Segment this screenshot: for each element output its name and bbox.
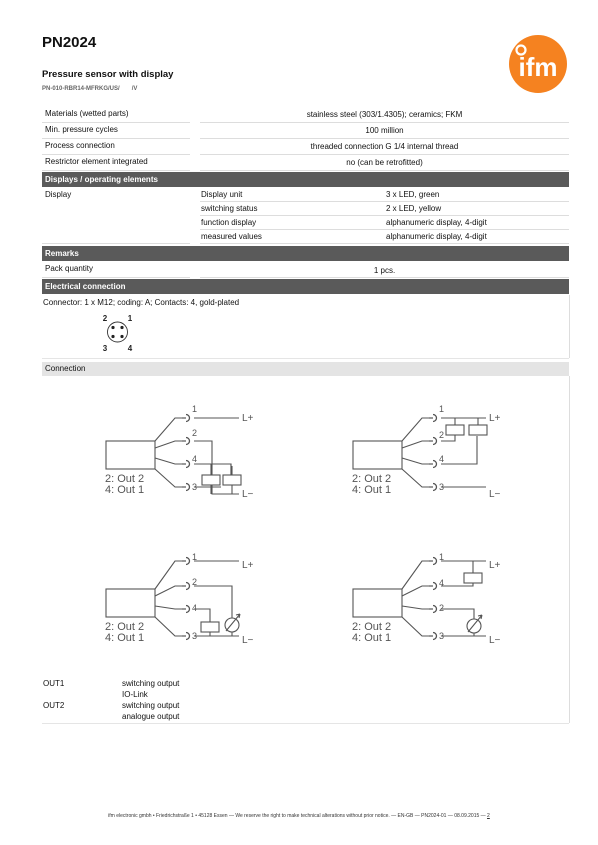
- product-code-main: PN-010-RBR14-MFRKG/US/: [42, 86, 120, 92]
- out1-label: 4: Out 1: [352, 484, 392, 496]
- spec-row-restrictor: [42, 156, 569, 170]
- display-row-value: 2 x LED, yellow: [386, 204, 442, 213]
- wiring-diagrams: [42, 378, 569, 678]
- product-title: PN2024: [42, 34, 97, 51]
- display-row-value: alphanumeric display, 4-digit: [386, 218, 487, 227]
- pin-1-label: 1: [439, 404, 445, 414]
- connector-pinout-icon: [98, 312, 138, 354]
- remarks-row: [42, 263, 569, 277]
- product-code: [42, 86, 137, 92]
- section-remarks: Remarks: [42, 246, 569, 261]
- pin-3-label: 3: [439, 631, 445, 641]
- section-electrical: Electrical connection: [42, 279, 569, 294]
- pin-1-label: 1: [192, 552, 198, 562]
- footer-text: ifm electronic gmbh • Friedrichstraße 1 • 45128 Essen — We reserve the right to make technical alterations without prior notice. — EN-GB — PN2024-01 — 08.09.2015 —: [108, 813, 486, 819]
- spec-label: Restrictor element integrated: [45, 157, 148, 166]
- pin-1-label: 1: [439, 552, 445, 562]
- display-row-value: alphanumeric display, 4-digit: [386, 232, 487, 241]
- pin-label: 3: [102, 344, 108, 353]
- pin-2-label: 2: [439, 603, 445, 613]
- pin-2-label: 2: [439, 430, 445, 440]
- spec-value: no (can be retrofitted): [346, 158, 423, 167]
- out2-label: 2: Out 2: [105, 473, 145, 485]
- lminus-label: L−: [242, 489, 254, 500]
- legend-line: switching output: [122, 701, 180, 710]
- ifm-logo-mark: [509, 35, 567, 93]
- lplus-label: L+: [242, 560, 254, 571]
- spec-label: Min. pressure cycles: [45, 125, 118, 134]
- logo-text: ifm: [518, 52, 558, 82]
- connector-text: Connector: 1 x M12; coding: A; Contacts: 4, gold-plated: [43, 298, 240, 307]
- out2-label: 2: Out 2: [352, 621, 392, 633]
- page-footer: [0, 813, 598, 819]
- spec-value: 100 million: [365, 126, 404, 135]
- spec-label: Process connection: [45, 141, 115, 150]
- out2-label: 2: Out 2: [105, 621, 145, 633]
- pin-label: 1: [127, 314, 133, 323]
- pin-4-label: 4: [192, 454, 198, 464]
- spec-value: threaded connection G 1/4 internal thread: [310, 142, 459, 151]
- footer-page-number: 2: [487, 813, 490, 819]
- lminus-label: L−: [242, 635, 254, 646]
- pin-3-label: 3: [192, 482, 198, 492]
- display-row-value: 3 x LED, green: [386, 190, 440, 199]
- legend-name: OUT2: [43, 701, 65, 710]
- pin-label: 2: [102, 314, 108, 323]
- connection-bar: Connection: [42, 362, 569, 376]
- spec-row-materials: [42, 108, 569, 122]
- legend-line: IO-Link: [122, 690, 148, 699]
- pin-4-label: 4: [439, 454, 445, 464]
- out1-label: 4: Out 1: [105, 484, 145, 496]
- pin-3-label: 3: [439, 482, 445, 492]
- ifm-logo: [509, 35, 567, 93]
- display-row-name: function display: [201, 218, 257, 227]
- remarks-label: Pack quantity: [45, 264, 94, 273]
- lplus-label: L+: [242, 413, 254, 424]
- display-row-name: Display unit: [201, 190, 243, 199]
- lminus-label: L−: [489, 635, 501, 646]
- legend-line: switching output: [122, 679, 180, 688]
- out1-label: 4: Out 1: [352, 632, 392, 644]
- pin-label: 4: [127, 344, 133, 353]
- pin-2-label: 2: [192, 428, 198, 438]
- legend-line: analogue output: [122, 712, 180, 721]
- out1-label: 4: Out 1: [105, 632, 145, 644]
- pin-1-label: 1: [192, 404, 198, 414]
- section-displays: Displays / operating elements: [42, 172, 569, 187]
- lminus-label: L−: [489, 489, 501, 500]
- lplus-label: L+: [489, 413, 501, 424]
- out2-label: 2: Out 2: [352, 473, 392, 485]
- pin-2-label: 2: [192, 577, 198, 587]
- pin-4-label: 4: [439, 578, 445, 588]
- spec-value: stainless steel (303/1.4305); ceramics; FKM: [306, 110, 463, 119]
- product-subtitle: Pressure sensor with display: [42, 69, 174, 80]
- lplus-label: L+: [489, 560, 501, 571]
- display-row-name: switching status: [201, 204, 258, 213]
- spec-row-process-connection: [42, 140, 569, 154]
- pin-4-label: 4: [192, 603, 198, 613]
- display-row-name: measured values: [201, 232, 262, 241]
- spec-row-pressure-cycles: [42, 124, 569, 138]
- remarks-value: 1 pcs.: [373, 266, 396, 275]
- product-code-suffix: /V: [131, 86, 138, 92]
- legend-name: OUT1: [43, 679, 65, 688]
- display-label: Display: [45, 190, 72, 199]
- spec-label: Materials (wetted parts): [45, 109, 129, 118]
- pin-3-label: 3: [192, 631, 198, 641]
